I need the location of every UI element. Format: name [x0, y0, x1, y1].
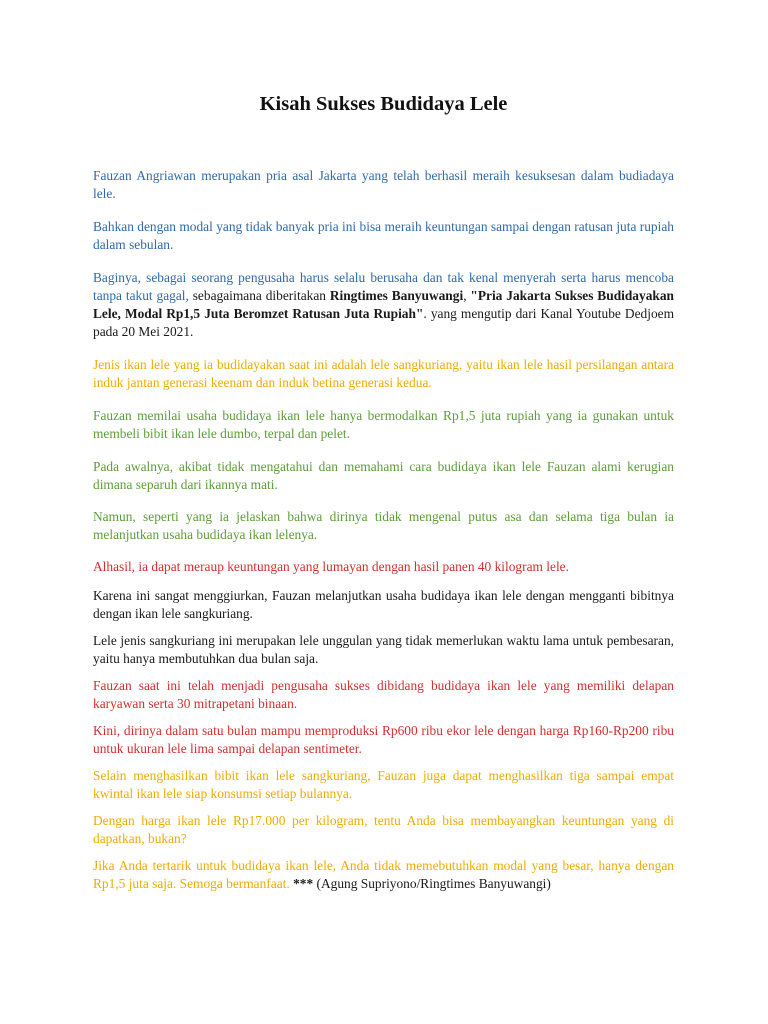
document-title: Kisah Sukses Budidaya Lele	[259, 93, 508, 115]
source-lead-text: Baginya, sebagai seorang pengusaha harus selalu berusaha dan tak kenal menyerah serta harus mencoba tanpa takut gagal,	[93, 270, 674, 303]
source-tail-text: . yang mengutip dari Kanal Youtube Dedjoem pada 20 Mei 2021.	[93, 306, 674, 339]
paragraph-modal: Bahkan dengan modal yang tidak banyak pria ini bisa meraih keuntungan sampai dengan ratusan juta rupiah dalam sebulan.	[93, 219, 674, 252]
paragraph-persistence: Namun, seperti yang ia jelaskan bahwa dirinya tidak mengenal putus asa dan selama tiga bulan ia melanjutkan usaha budidaya ikan lelenya.	[93, 509, 674, 542]
paragraph-source	[93, 269, 674, 341]
paragraph-price: Dengan harga ikan lele Rp17.000 per kilogram, tentu Anda bisa membayangkan keuntungan yang di dapatkan, bukan?	[93, 813, 674, 846]
paragraph-success: Fauzan saat ini telah menjadi pengusaha sukses dibidang budidaya ikan lele yang memiliki delapan karyawan serta 30 mitrapetani binaan.	[93, 678, 674, 711]
paragraph-seed-output: Selain menghasilkan bibit ikan lele sangkuriang, Fauzan juga dapat menghasilkan tiga sampai empat kwintal ikan lele siap konsumsi setiap bulannya.	[93, 768, 674, 801]
source-comma: ,	[463, 288, 471, 303]
source-name: Ringtimes Banyuwangi	[329, 288, 464, 303]
paragraph-fish-type: Jenis ikan lele yang ia budidayakan saat ini adalah lele sangkuriang, yaitu ikan lele hasil persilangan antara induk jantan generasi keenam dan induk betina generasi kedua.	[93, 357, 674, 390]
paragraph-intro: Fauzan Angriawan merupakan pria asal Jakarta yang telah berhasil meraih kesuksesan dalam budiadaya lele.	[93, 168, 674, 201]
paragraph-start-capital: Fauzan memilai usaha budidaya ikan lele hanya bermodalkan Rp1,5 juta rupiah yang ia gunakan untuk membeli bibit ikan lele dumbo, terpal dan pelet.	[93, 408, 674, 441]
paragraph-sangkuriang: Lele jenis sangkuriang ini merupakan lele unggulan yang tidak memerlukan waktu lama untuk pembesaran, yaitu hanya membutuhkan dua bulan saja.	[93, 633, 674, 666]
closing-stars: ***	[293, 876, 314, 891]
source-intro-text: sebagaimana diberitakan	[188, 288, 330, 303]
paragraph-production: Kini, dirinya dalam satu bulan mampu memproduksi Rp600 ribu ekor lele dengan harga Rp160-Rp200 ribu untuk ukuran lele lima sampai delapan sentimeter.	[93, 723, 674, 756]
paragraph-harvest: Alhasil, ia dapat meraup keuntungan yang lumayan dengan hasil panen 40 kilogram lele.	[93, 559, 569, 574]
closing-orange-text: Jika Anda tertarik untuk budidaya ikan lele, Anda tidak memebutuhkan modal yang besar, hanya dengan Rp1,5 juta saja. Semoga bermanfaat.	[93, 858, 674, 891]
paragraph-closing	[93, 857, 674, 893]
paragraph-switch-seed: Karena ini sangat menggiurkan, Fauzan melanjutkan usaha budidaya ikan lele dengan mengganti bibitnya dengan ikan lele sangkuriang.	[93, 588, 674, 621]
closing-credit: (Agung Supriyono/Ringtimes Banyuwangi)	[313, 876, 551, 891]
source-headline: "Pria Jakarta Sukses Budidayakan Lele, Modal Rp1,5 Juta Beromzet Ratusan Juta Rupiah"	[93, 288, 674, 321]
paragraph-early-loss: Pada awalnya, akibat tidak mengatahui dan memahami cara budidaya ikan lele Fauzan alami kerugian dimana separuh dari ikannya mati.	[93, 459, 674, 492]
